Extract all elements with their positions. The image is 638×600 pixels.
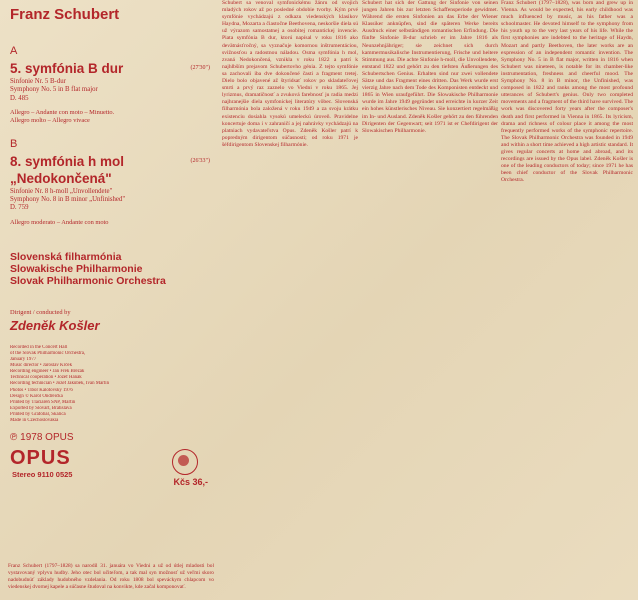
credit-line: Design © Karol Ondreička [10, 393, 63, 399]
notes-column-slovak [222, 0, 358, 600]
side-a-block [8, 45, 214, 126]
credit-line: Made in Czechoslovakia [10, 417, 59, 423]
credit-line: Recording technician • Jozef Jakúbek, Ivan Martin [10, 381, 110, 387]
opus-logo: OPUS [10, 447, 71, 470]
credit-line: Technical cooperation • Jozef Hanák [10, 375, 82, 381]
notes-column-german [362, 0, 498, 600]
side-b-movements: Allegro moderato – Andante con moto [10, 218, 109, 226]
side-a-line: Symphony No. 5 in B flat major [10, 86, 98, 94]
recording-credits [10, 345, 126, 424]
label-logo-block [10, 447, 214, 491]
notes-column-english [501, 0, 633, 600]
price: Kčs 36,- [173, 477, 208, 488]
copyright-notice: ℗ 1978 OPUS [10, 432, 74, 444]
side-b-nickname: „Nedokončená" [10, 170, 112, 186]
side-b-letter: B [10, 137, 18, 150]
side-b-duration: (26'33") [190, 157, 210, 164]
notes-paragraph: Schubert hat sich der Gattung der Sinfonie von seinen jungen Jahren bis zur letzten Schaffensperiode gewidmet. Während die ersten Sinfonien an das Erbe der Wiener Klassiker anknüpfen, sind die späteren Werke bereits Ausdruck einer selbständigen romantischen Erfindung. Die fünfte Sinfonie B-dur schrieb er im Jahre 1816 als Neunzehnjähriger; sie zeichnet sich durch kammermusikalische Instrumentierung, Frische und heitere Stimmung aus. Die achte Sinfonie h-moll, die Unvollendete, entstand 1822 und gehört zu den tiefsten Äußerungen des Schubertschen Genius. Erhalten sind nur zwei vollendete Sätze und das Fragment eines dritten. Das Werk wurde erst vierzig Jahre nach dem Tode des Komponisten entdeckt und 1865 in Wien uraufgeführt. Die Slowakische Philharmonie wurde im Jahre 1949 gegründet und erreichte in kurzer Zeit ein hohes künstlerisches Niveau. Sie konzertiert regelmäßig im In- und Ausland. Zdeněk Košler gehört zu den führenden Dirigenten der Gegenwart; seit 1971 ist er Chefdirigent der Slowakischen Philharmonie. [362, 0, 498, 134]
side-a-movements: Allegro molto – Allegro vivace [10, 117, 90, 125]
credit-line: Recording engineer • Jan Frek Brezák [10, 369, 85, 375]
side-b-line: Symphony No. 8 in B minor „Unfinished" [10, 196, 126, 204]
credit-line: Exported by Slovart, Bratislava [10, 405, 72, 411]
side-a-line: D. 485 [10, 94, 29, 102]
credit-line: of the Slovak Philharmonic Orchestra, [10, 350, 86, 356]
notes-paragraph: Schubert sa venoval symfonickému žánru od svojich mladých rokov až po posledné obdobie tvorby. Kým prvé symfónie vychádzajú z odkazu viedenských klasikov Haydna, Mozarta a čiastočne Beethovena, neskoršie diela sú už výrazom samostatnej a osobitej romantickej invencie. Piata symfónia B dur, ktorú napísal v roku 1816 ako devätnásťročný, sa vyznačuje komornou inštrumentáciou, svižnosťou a radostnou náladou. Osma symfónia h mol, zvaná Nedokončená, vznikla v roku 1822 a patrí k najhlbším prejavom Schubertovho génia. Z tejto symfónie sa zachovali iba dve dokončené časti a fragment tretej. Dielo bolo objavené až štyridsať rokov po skladateľovej smrti a prvý raz zaznelo vo Viedni v roku 1865. Jej lyrizmus, dramatičnosť a zvuková farebnosť ju radia medzi najhranejšie diela symfonickej literatúry vôbec. Slovenská filharmónia bola založená v roku 1949 a za svoju krátku existenciu dosiahla vysokú umeleckú úroveň. Pravidelne koncertuje doma i v zahraničí a jej nahrávky vychádzajú na platniach vydavateľstva Opus. Zdeněk Košler patrí k popredným dirigentom súčasnosti; od roku 1971 je šéfdirigentom Slovenskej filharmónie. [222, 0, 358, 148]
orchestra-german: Slowakische Philharmonie [10, 262, 143, 275]
conductor-label: Dirigent / conducted by [10, 308, 71, 316]
seal-icon [172, 449, 198, 475]
orchestra-slovak: Slovenská filharmónia [10, 250, 122, 263]
side-b-title: 8. symfónia h mol [10, 153, 125, 169]
side-a-movements: Allegro – Andante con moto – Minuetto. [10, 109, 115, 117]
side-a-line: Sinfonie Nr. 5 B-dur [10, 78, 66, 85]
credit-line: Printed by Tlačiareň SNP, Martin [10, 399, 76, 405]
conductor-name: Zdeněk Košler [10, 317, 100, 333]
orchestra-names [10, 251, 214, 287]
credit-line: Recorded in the Concert Hall [10, 344, 68, 350]
left-column [8, 0, 214, 600]
catalog-number: Stereo 9110 0525 [12, 470, 73, 480]
side-a-title: 5. symfónia B dur [10, 61, 124, 76]
side-b-line: Sinfonie Nr. 8 h-moll „Unvollendete" [10, 187, 113, 195]
side-a-duration: (27'30") [190, 65, 210, 71]
side-b-title-row [8, 154, 214, 169]
notes-paragraph: Franz Schubert (1797–1828) sa narodil 31. januára vo Viedni a už od útlej mladosti bol vystavovaný vplyvu hudby. Jeho otec bol učiteľom, a tak mal syn možnosť už veľmi skoro nadobudnúť základy hudobného vzdelania. Od roku 1808 bol speváckym chlapcom vo viedenskej dvornej kapele a súčasne študoval na konvikte, kde začal komponovať. [8, 562, 214, 590]
side-b-block [8, 138, 214, 227]
credit-line: Music director • Jaroslav Krček [10, 363, 73, 369]
credit-line: Printed by Grafobal, Skalica [10, 411, 66, 417]
credit-line: Photos • Tibor Kalotovský 1976 [10, 387, 73, 393]
orchestra-english: Slovak Philharmonic Orchestra [10, 274, 166, 287]
composer-name: Franz Schubert [10, 6, 120, 23]
credit-line: January 1977 [10, 357, 37, 363]
notes-paragraph: Franz Schubert (1797–1828), was born and grew up in Vienna. As would be expected, his early childhood was much influenced by music, as his father was a schoolmaster. He devoted himself to the symphony from his youth up to the very last years of his life. While the first symphonies are indebted to the heritage of Haydn, Mozart and partly Beethoven, the later works are an expression of an independent romantic invention. The Symphony No. 5 in B flat major, written in 1816 when Schubert was nineteen, is notable for its chamber-like instrumentation, freshness and cheerful mood. The Symphony No. 8 in B minor, the Unfinished, was composed in 1822 and ranks among the most profound utterances of Schubert's genius. Only two completed movements and a fragment of the third have survived. The work was discovered forty years after the composer's death and first performed in Vienna in 1865. Its lyricism, drama and richness of colour place it among the most frequently performed works of the symphonic repertoire. The Slovak Philharmonic Orchestra was founded in 1949 and within a short time achieved a high artistic standard. It gives regular concerts at home and abroad, and its recordings are issued by the Opus label. Zdeněk Košler is one of the leading conductors of today; since 1971 he has been chief conductor of the Slovak Philharmonic Orchestra. [501, 0, 633, 184]
side-a-letter: A [10, 45, 18, 57]
liner-notes-slovak-intro [8, 558, 214, 596]
side-a-title-row [8, 61, 214, 76]
side-b-line: D. 759 [10, 204, 29, 212]
